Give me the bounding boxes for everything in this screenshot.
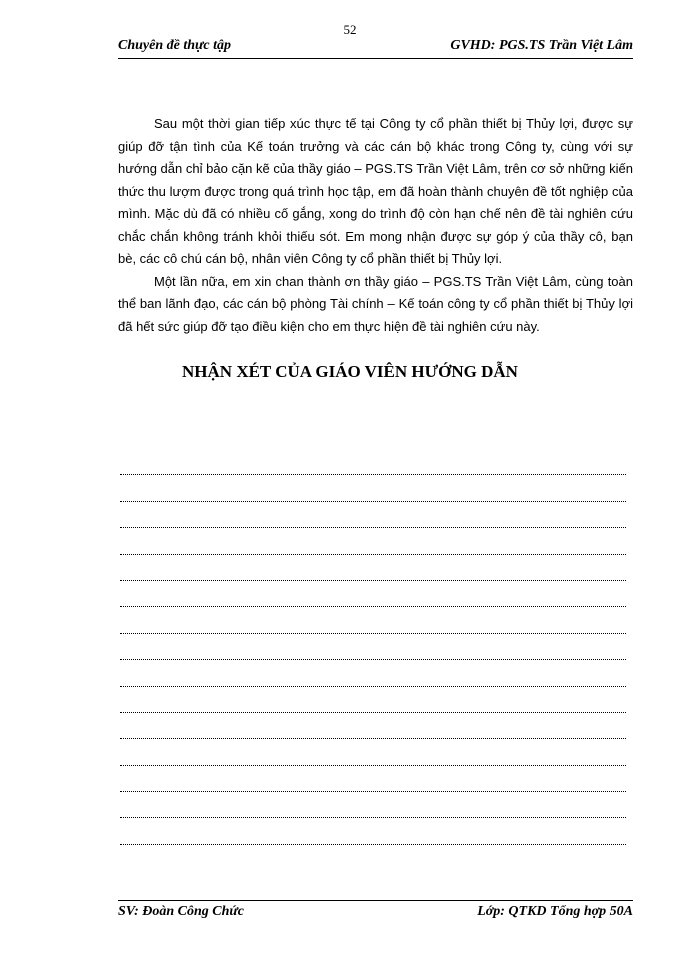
- header-course-title: Chuyên đề thực tập: [118, 38, 232, 53]
- comment-line: [120, 766, 626, 792]
- footer-student: SV: Đoàn Công Chức: [118, 904, 244, 919]
- comment-line: [120, 687, 626, 713]
- comment-line: [120, 449, 626, 475]
- acknowledgement-paragraph-2: Một lần nữa, em xin chan thành ơn thầy giáo – PGS.TS Trần Việt Lâm, cùng toàn thể ban lãnh đạo, các cán bộ phòng Tài chính – Kế toán công ty cổ phần thiết bị Thủy lợi đã hết sức giúp đỡ tạo điều kiện cho em thực hiện đề tài nghiên cứu này.: [118, 273, 633, 334]
- comment-line: [120, 713, 626, 739]
- comment-line: [120, 475, 626, 501]
- comment-line: [120, 634, 626, 660]
- page-header: [118, 38, 633, 59]
- acknowledgement-text: [118, 113, 633, 338]
- comment-line: [120, 660, 626, 686]
- page-number: 52: [343, 22, 357, 37]
- comment-line: [120, 555, 626, 581]
- comment-line: [120, 528, 626, 554]
- comment-line: [120, 502, 626, 528]
- header-supervisor: GVHD: PGS.TS Trần Việt Lâm: [450, 38, 633, 53]
- comment-line: [120, 607, 626, 633]
- comment-line: [120, 739, 626, 765]
- comment-line: [120, 792, 626, 818]
- comment-lines: [120, 449, 626, 845]
- footer-class: Lớp: QTKD Tổng hợp 50A: [477, 904, 633, 919]
- page-footer: [118, 900, 633, 923]
- section-title: NHẬN XÉT CỦA GIÁO VIÊN HƯỚNG DẪN: [182, 362, 518, 381]
- acknowledgement-paragraph-1: Sau một thời gian tiếp xúc thực tế tại Công ty cổ phần thiết bị Thủy lợi, được sự giúp đỡ tận tình của Kế toán trưởng và các cán bộ khác trong Công ty, cùng với sự hướng dẫn chỉ bảo cặn kẽ của thầy giáo – PGS.TS Trần Việt Lâm, trên cơ sở những kiến thức thu lượm được trong quá trình học tập, em đã hoàn thành chuyên đề tốt nghiệp của mình. Mặc dù đã có nhiều cố gắng, xong do trình độ còn hạn chế nên đề tài nghiên cứu chắc chắn không tránh khỏi thiếu sót. Em mong nhận được sự góp ý của thầy cô, bạn bè, các cô chú cán bộ, nhân viên Công ty cổ phần thiết bị Thủy lợi.: [118, 116, 633, 266]
- comment-line: [120, 581, 626, 607]
- comment-line: [120, 818, 626, 844]
